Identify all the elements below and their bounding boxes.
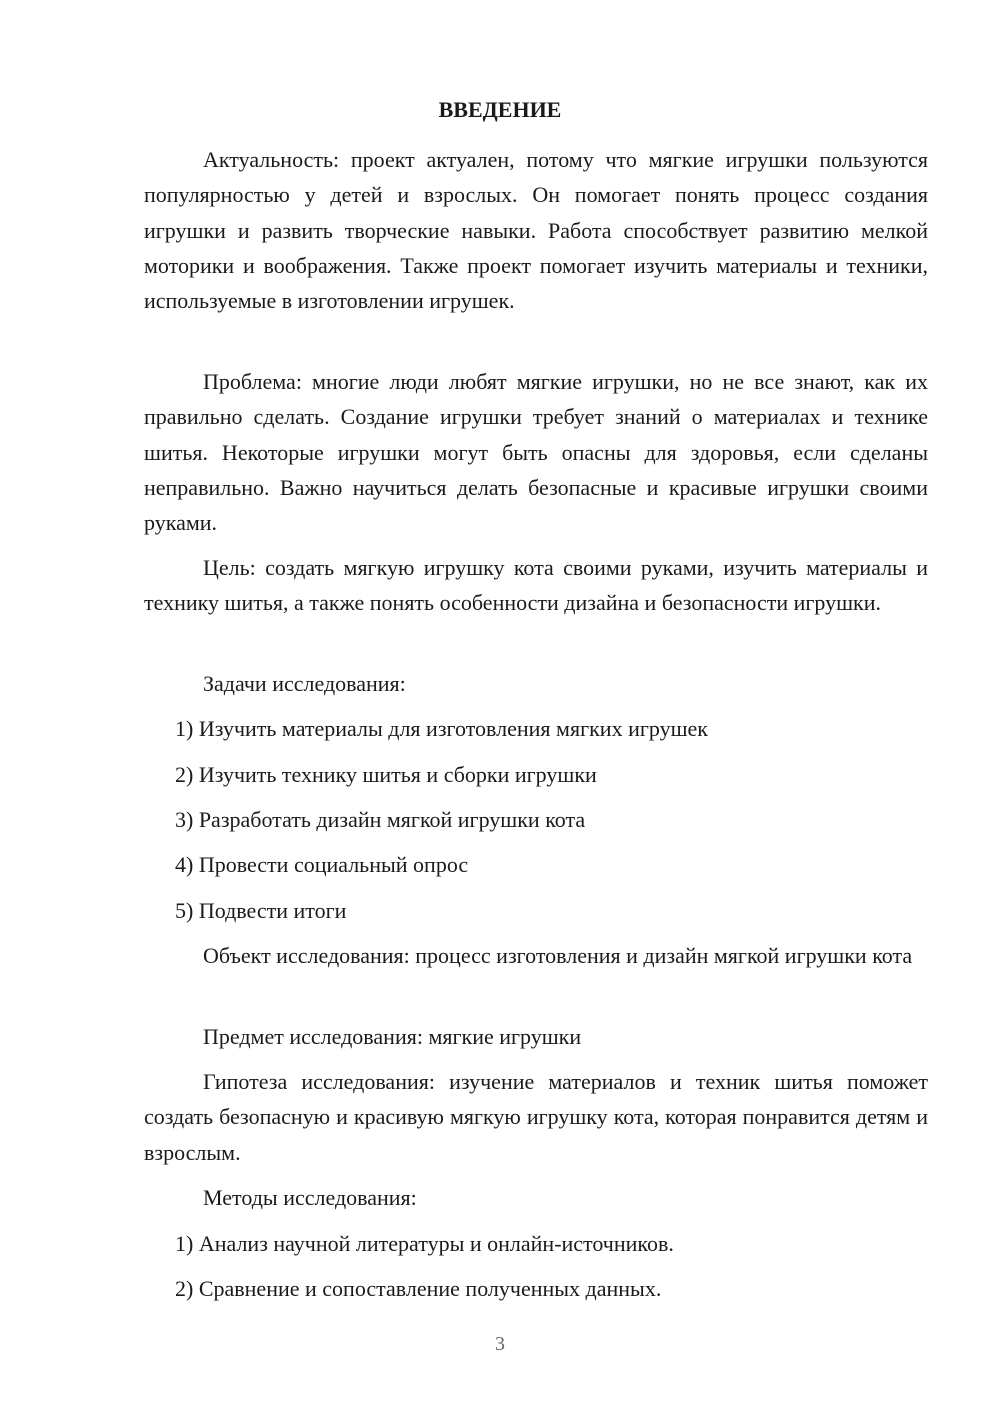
list-item: 2) Изучить технику шитья и сборки игрушки — [175, 762, 597, 787]
task-item-3 — [144, 802, 928, 837]
list-item: 5) Подвести итоги — [175, 898, 347, 923]
method-item-2 — [144, 1271, 928, 1306]
list-item: 3) Разработать дизайн мягкой игрушки кота — [175, 807, 586, 832]
tasks-heading-block — [144, 666, 928, 701]
subject-text: Предмет исследования: мягкие игрушки — [203, 1024, 582, 1049]
task-item-2 — [144, 757, 928, 792]
tasks-heading: Задачи исследования: — [203, 671, 406, 696]
method-item-1 — [144, 1226, 928, 1261]
hypothesis-text: Гипотеза исследования: изучение материалов и техник шитья поможет создать безопасную и красивую мягкую игрушку кота, которая понравится детям и взрослым. — [144, 1069, 928, 1165]
relevance-text: Актуальность: проект актуален, потому что мягкие игрушки пользуются популярностью у детей и взрослых. Он помогает понять процесс создания игрушки и развить творческие навыки. Работа способствует развитию мелкой моторики и воображения. Также проект помогает изучить материалы и техники, используемые в изготовлении игрушек. — [144, 147, 928, 314]
hypothesis-paragraph — [144, 1064, 928, 1170]
page-number: 3 — [495, 1333, 505, 1355]
list-item: 4) Провести социальный опрос — [175, 852, 469, 877]
task-item-1 — [144, 711, 928, 746]
object-paragraph — [144, 938, 928, 973]
list-item: 1) Анализ научной литературы и онлайн-источников. — [175, 1231, 674, 1256]
page-title: ВВЕДЕНИЕ — [438, 97, 562, 122]
task-item-5 — [144, 893, 928, 928]
problem-paragraph — [144, 364, 928, 540]
goal-paragraph — [144, 550, 928, 621]
task-item-4 — [144, 847, 928, 882]
relevance-paragraph — [144, 142, 928, 318]
list-item: 2) Сравнение и сопоставление полученных данных. — [175, 1276, 662, 1301]
goal-text: Цель: создать мягкую игрушку кота своими руками, изучить материалы и технику шитья, а также понять особенности дизайна и безопасности игрушки. — [144, 555, 928, 616]
subject-paragraph — [144, 1019, 928, 1054]
object-text: Объект исследования: процесс изготовления и дизайн мягкой игрушки кота — [203, 943, 913, 968]
methods-heading: Методы исследования: — [203, 1185, 417, 1210]
methods-heading-block — [144, 1180, 928, 1215]
list-item: 1) Изучить материалы для изготовления мягких игрушек — [175, 716, 708, 741]
problem-text: Проблема: многие люди любят мягкие игрушки, но не все знают, как их правильно сделать. Создание игрушки требует знаний о материалах и технике шитья. Некоторые игрушки могут быть опасны для здоровья, если сделаны неправильно. Важно научиться делать безопасные и красивые игрушки своими руками. — [144, 369, 928, 536]
